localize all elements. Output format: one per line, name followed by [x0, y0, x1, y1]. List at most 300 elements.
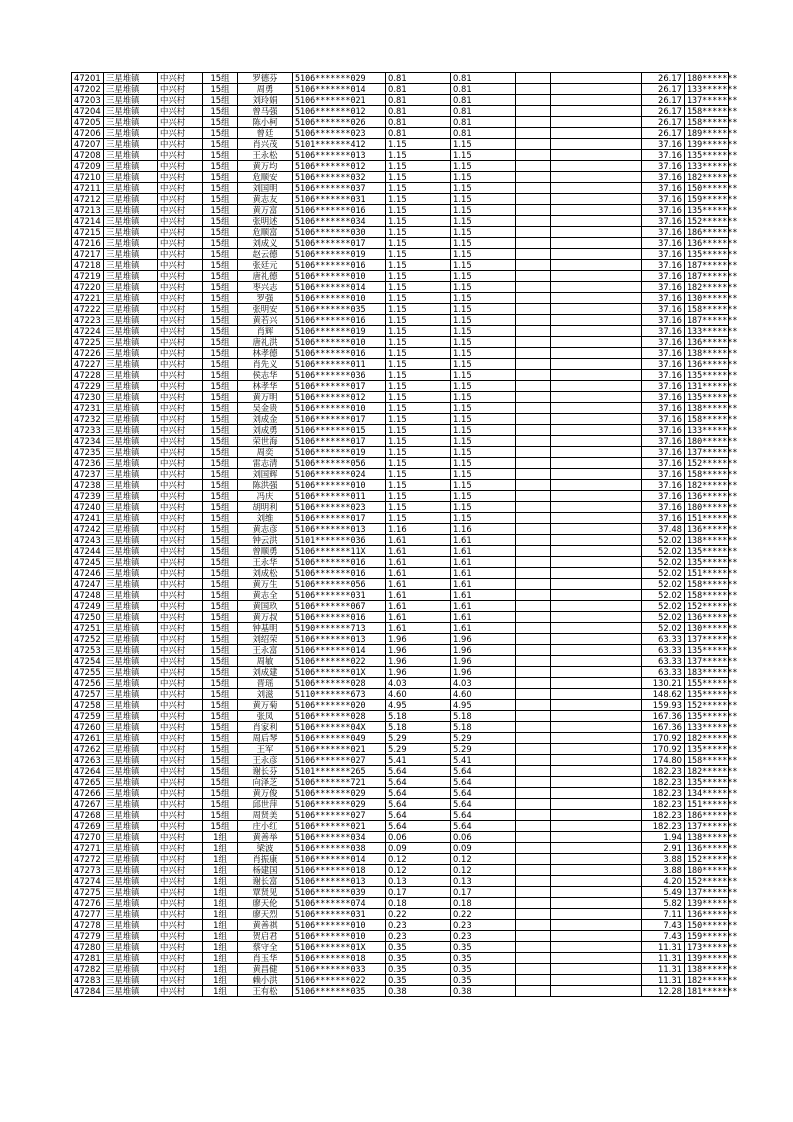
cell-empty-2: [551, 392, 642, 403]
cell-empty-2: [551, 601, 642, 612]
cell-name: 庄小红: [238, 821, 293, 832]
cell-id-number: 5106*******034: [293, 216, 386, 227]
cell-empty-2: [551, 128, 642, 139]
cell-area-2: 0.17: [451, 887, 516, 898]
cell-town: 三星堆镇: [104, 381, 158, 392]
cell-group: 15组: [203, 194, 238, 205]
cell-group: 15组: [203, 183, 238, 194]
cell-town: 三星堆镇: [104, 755, 158, 766]
cell-town: 三星堆镇: [104, 271, 158, 282]
cell-name: 廖天伦: [238, 898, 293, 909]
cell-town: 三星堆镇: [104, 656, 158, 667]
cell-area-2: 1.15: [451, 271, 516, 282]
cell-group: 15组: [203, 414, 238, 425]
cell-group: 15组: [203, 128, 238, 139]
cell-village: 中兴村: [158, 909, 203, 920]
cell-area-2: 1.15: [451, 293, 516, 304]
cell-record-id: 47244: [72, 546, 104, 557]
cell-record-id: 47284: [72, 986, 104, 997]
cell-area-2: 1.15: [451, 381, 516, 392]
cell-area-1: 5.64: [386, 777, 451, 788]
cell-record-id: 47202: [72, 84, 104, 95]
table-row: [72, 238, 729, 249]
cell-id-number: 5106*******017: [293, 238, 386, 249]
cell-group: 15组: [203, 689, 238, 700]
cell-area-2: 5.29: [451, 733, 516, 744]
cell-amount: 37.16: [642, 480, 685, 491]
cell-area-1: 0.81: [386, 73, 451, 84]
table-row: [72, 788, 729, 799]
cell-empty-2: [551, 645, 642, 656]
cell-area-1: 0.38: [386, 986, 451, 997]
cell-amount: 37.16: [642, 381, 685, 392]
cell-amount: 4.20: [642, 876, 685, 887]
cell-amount: 26.17: [642, 95, 685, 106]
cell-amount: 2.91: [642, 843, 685, 854]
cell-group: 1组: [203, 964, 238, 975]
cell-empty-2: [551, 678, 642, 689]
table-row: [72, 975, 729, 986]
cell-group: 1组: [203, 942, 238, 953]
cell-village: 中兴村: [158, 953, 203, 964]
cell-record-id: 47280: [72, 942, 104, 953]
cell-area-1: 0.23: [386, 920, 451, 931]
cell-village: 中兴村: [158, 678, 203, 689]
cell-town: 三星堆镇: [104, 843, 158, 854]
cell-record-id: 47220: [72, 282, 104, 293]
cell-empty-1: [516, 414, 551, 425]
cell-empty-1: [516, 876, 551, 887]
table-row: [72, 634, 729, 645]
cell-empty-2: [551, 854, 642, 865]
cell-record-id: 47201: [72, 73, 104, 84]
cell-amount: 52.02: [642, 579, 685, 590]
table-row: [72, 249, 729, 260]
cell-area-2: 0.09: [451, 843, 516, 854]
cell-area-2: 5.64: [451, 777, 516, 788]
cell-name: 蔡守全: [238, 942, 293, 953]
table-row: [72, 777, 729, 788]
cell-amount: 37.16: [642, 425, 685, 436]
cell-group: 15组: [203, 799, 238, 810]
cell-empty-2: [551, 788, 642, 799]
cell-amount: 37.16: [642, 293, 685, 304]
cell-group: 15组: [203, 425, 238, 436]
cell-empty-1: [516, 502, 551, 513]
cell-area-1: 1.15: [386, 392, 451, 403]
cell-area-1: 5.18: [386, 722, 451, 733]
cell-phone: 150*******: [685, 183, 729, 194]
cell-area-1: 0.81: [386, 128, 451, 139]
cell-empty-1: [516, 491, 551, 502]
cell-phone: 130*******: [685, 623, 729, 634]
cell-id-number: 5106*******016: [293, 348, 386, 359]
cell-empty-1: [516, 205, 551, 216]
table-row: [72, 381, 729, 392]
cell-town: 三星堆镇: [104, 535, 158, 546]
cell-group: 15组: [203, 227, 238, 238]
cell-empty-2: [551, 139, 642, 150]
table-row: [72, 370, 729, 381]
cell-empty-1: [516, 656, 551, 667]
cell-name: 刘成金: [238, 414, 293, 425]
cell-area-2: 0.12: [451, 865, 516, 876]
cell-group: 1组: [203, 854, 238, 865]
cell-village: 中兴村: [158, 282, 203, 293]
cell-village: 中兴村: [158, 128, 203, 139]
cell-record-id: 47204: [72, 106, 104, 117]
cell-phone: 182*******: [685, 733, 729, 744]
cell-id-number: 5106*******010: [293, 337, 386, 348]
cell-village: 中兴村: [158, 216, 203, 227]
cell-empty-1: [516, 260, 551, 271]
cell-name: 曾马强: [238, 106, 293, 117]
cell-phone: 152*******: [685, 601, 729, 612]
cell-town: 三星堆镇: [104, 337, 158, 348]
cell-empty-2: [551, 161, 642, 172]
cell-name: 杨建国: [238, 865, 293, 876]
table-row: [72, 183, 729, 194]
cell-village: 中兴村: [158, 172, 203, 183]
table-row: [72, 304, 729, 315]
cell-amount: 11.31: [642, 953, 685, 964]
cell-amount: 11.31: [642, 942, 685, 953]
cell-name: 周后琴: [238, 733, 293, 744]
cell-record-id: 47238: [72, 480, 104, 491]
cell-id-number: 5106*******012: [293, 161, 386, 172]
cell-empty-2: [551, 975, 642, 986]
cell-amount: 52.02: [642, 590, 685, 601]
cell-group: 15组: [203, 359, 238, 370]
cell-area-2: 1.96: [451, 634, 516, 645]
cell-phone: 152*******: [685, 216, 729, 227]
cell-record-id: 47259: [72, 711, 104, 722]
cell-name: 赵云德: [238, 249, 293, 260]
table-row: [72, 348, 729, 359]
cell-town: 三星堆镇: [104, 590, 158, 601]
cell-village: 中兴村: [158, 799, 203, 810]
cell-town: 三星堆镇: [104, 128, 158, 139]
cell-group: 15组: [203, 84, 238, 95]
table-row: [72, 216, 729, 227]
table-row: [72, 469, 729, 480]
table-row: [72, 711, 729, 722]
cell-empty-1: [516, 909, 551, 920]
cell-empty-1: [516, 700, 551, 711]
cell-area-2: 1.15: [451, 227, 516, 238]
cell-empty-2: [551, 381, 642, 392]
cell-name: 黄志全: [238, 590, 293, 601]
cell-phone: 158*******: [685, 590, 729, 601]
cell-village: 中兴村: [158, 975, 203, 986]
table-row: [72, 898, 729, 909]
cell-id-number: 5106*******021: [293, 821, 386, 832]
cell-phone: 186*******: [685, 810, 729, 821]
cell-town: 三星堆镇: [104, 249, 158, 260]
cell-empty-1: [516, 843, 551, 854]
cell-id-number: 5106*******031: [293, 194, 386, 205]
cell-id-number: 5106*******04X: [293, 722, 386, 733]
cell-group: 15组: [203, 744, 238, 755]
cell-village: 中兴村: [158, 392, 203, 403]
cell-amount: 52.02: [642, 568, 685, 579]
cell-village: 中兴村: [158, 414, 203, 425]
cell-empty-1: [516, 634, 551, 645]
cell-record-id: 47232: [72, 414, 104, 425]
cell-name: 王永松: [238, 150, 293, 161]
cell-id-number: 5106*******013: [293, 634, 386, 645]
table-row: [72, 271, 729, 282]
cell-record-id: 47254: [72, 656, 104, 667]
cell-record-id: 47225: [72, 337, 104, 348]
cell-village: 中兴村: [158, 964, 203, 975]
cell-area-2: 1.15: [451, 403, 516, 414]
cell-id-number: 5106*******011: [293, 359, 386, 370]
cell-area-2: 5.64: [451, 810, 516, 821]
cell-phone: 135*******: [685, 557, 729, 568]
cell-area-1: 1.15: [386, 194, 451, 205]
cell-empty-2: [551, 568, 642, 579]
cell-area-1: 1.15: [386, 425, 451, 436]
cell-area-1: 1.61: [386, 623, 451, 634]
cell-phone: 158*******: [685, 304, 729, 315]
cell-area-2: 0.23: [451, 920, 516, 931]
cell-town: 三星堆镇: [104, 711, 158, 722]
cell-name: 雷志清: [238, 458, 293, 469]
cell-empty-2: [551, 205, 642, 216]
cell-area-2: 1.15: [451, 425, 516, 436]
cell-id-number: 5101*******036: [293, 535, 386, 546]
cell-empty-2: [551, 821, 642, 832]
cell-area-2: 1.15: [451, 513, 516, 524]
cell-record-id: 47263: [72, 755, 104, 766]
cell-record-id: 47275: [72, 887, 104, 898]
cell-id-number: 5106*******036: [293, 370, 386, 381]
cell-amount: 26.17: [642, 117, 685, 128]
cell-id-number: 5106*******029: [293, 788, 386, 799]
cell-empty-2: [551, 535, 642, 546]
cell-town: 三星堆镇: [104, 414, 158, 425]
cell-area-1: 1.15: [386, 139, 451, 150]
cell-empty-1: [516, 128, 551, 139]
cell-name: 王永华: [238, 557, 293, 568]
cell-village: 中兴村: [158, 854, 203, 865]
cell-group: 15组: [203, 590, 238, 601]
cell-empty-1: [516, 315, 551, 326]
cell-name: 黄万均: [238, 161, 293, 172]
table-row: [72, 755, 729, 766]
cell-empty-1: [516, 425, 551, 436]
cell-id-number: 5106*******027: [293, 810, 386, 821]
cell-area-2: 0.81: [451, 117, 516, 128]
cell-empty-1: [516, 601, 551, 612]
cell-area-1: 1.15: [386, 359, 451, 370]
cell-phone: 138*******: [685, 535, 729, 546]
cell-area-1: 1.15: [386, 238, 451, 249]
cell-area-2: 5.64: [451, 821, 516, 832]
cell-id-number: 5106*******01X: [293, 942, 386, 953]
cell-phone: 137*******: [685, 447, 729, 458]
cell-village: 中兴村: [158, 513, 203, 524]
cell-area-2: 5.64: [451, 766, 516, 777]
table-row: [72, 546, 729, 557]
cell-id-number: 5106*******010: [293, 480, 386, 491]
cell-area-2: 0.06: [451, 832, 516, 843]
cell-area-2: 1.15: [451, 139, 516, 150]
cell-name: 刘玲娟: [238, 95, 293, 106]
cell-record-id: 47229: [72, 381, 104, 392]
cell-id-number: 5106*******035: [293, 304, 386, 315]
cell-name: 刘成建: [238, 667, 293, 678]
cell-village: 中兴村: [158, 370, 203, 381]
cell-name: 唐礼德: [238, 271, 293, 282]
cell-area-1: 0.09: [386, 843, 451, 854]
cell-name: 张明述: [238, 216, 293, 227]
cell-area-2: 1.61: [451, 590, 516, 601]
cell-record-id: 47267: [72, 799, 104, 810]
cell-id-number: 5106*******010: [293, 403, 386, 414]
cell-area-1: 0.06: [386, 832, 451, 843]
cell-id-number: 5106*******11X: [293, 546, 386, 557]
cell-empty-1: [516, 579, 551, 590]
cell-empty-1: [516, 304, 551, 315]
cell-id-number: 5106*******016: [293, 612, 386, 623]
table-row: [72, 854, 729, 865]
cell-empty-1: [516, 183, 551, 194]
cell-empty-1: [516, 370, 551, 381]
table-row: [72, 161, 729, 172]
cell-group: 15组: [203, 403, 238, 414]
cell-village: 中兴村: [158, 667, 203, 678]
cell-group: 15组: [203, 216, 238, 227]
cell-id-number: 5106*******721: [293, 777, 386, 788]
cell-empty-1: [516, 557, 551, 568]
cell-record-id: 47255: [72, 667, 104, 678]
cell-name: 张明安: [238, 304, 293, 315]
cell-group: 1组: [203, 909, 238, 920]
cell-amount: 1.94: [642, 832, 685, 843]
cell-village: 中兴村: [158, 590, 203, 601]
cell-record-id: 47215: [72, 227, 104, 238]
cell-area-1: 1.61: [386, 535, 451, 546]
cell-area-1: 0.35: [386, 953, 451, 964]
cell-village: 中兴村: [158, 898, 203, 909]
cell-amount: 52.02: [642, 623, 685, 634]
cell-empty-2: [551, 667, 642, 678]
cell-record-id: 47207: [72, 139, 104, 150]
cell-phone: 186*******: [685, 227, 729, 238]
cell-phone: 158*******: [685, 469, 729, 480]
cell-town: 三星堆镇: [104, 216, 158, 227]
table-row: [72, 227, 729, 238]
cell-area-1: 5.41: [386, 755, 451, 766]
cell-area-2: 0.35: [451, 964, 516, 975]
cell-empty-2: [551, 898, 642, 909]
cell-amount: 7.43: [642, 931, 685, 942]
cell-group: 1组: [203, 953, 238, 964]
table-row: [72, 678, 729, 689]
cell-record-id: 47272: [72, 854, 104, 865]
cell-phone: 133*******: [685, 326, 729, 337]
cell-group: 15组: [203, 788, 238, 799]
cell-area-1: 1.15: [386, 249, 451, 260]
cell-area-2: 1.15: [451, 249, 516, 260]
cell-empty-2: [551, 612, 642, 623]
cell-empty-2: [551, 557, 642, 568]
table-row: [72, 964, 729, 975]
cell-name: 张廷元: [238, 260, 293, 271]
table-row: [72, 150, 729, 161]
cell-id-number: 5106*******038: [293, 843, 386, 854]
table-row: [72, 810, 729, 821]
cell-group: 15组: [203, 766, 238, 777]
cell-area-1: 1.96: [386, 634, 451, 645]
cell-village: 中兴村: [158, 304, 203, 315]
cell-town: 三星堆镇: [104, 447, 158, 458]
cell-id-number: 5106*******018: [293, 865, 386, 876]
cell-record-id: 47245: [72, 557, 104, 568]
cell-town: 三星堆镇: [104, 491, 158, 502]
cell-village: 中兴村: [158, 887, 203, 898]
cell-town: 三星堆镇: [104, 931, 158, 942]
cell-area-1: 4.03: [386, 678, 451, 689]
cell-empty-1: [516, 293, 551, 304]
cell-group: 15组: [203, 293, 238, 304]
cell-name: 黄万富: [238, 205, 293, 216]
cell-name: 危顺安: [238, 172, 293, 183]
cell-area-1: 1.15: [386, 513, 451, 524]
cell-group: 15组: [203, 172, 238, 183]
cell-record-id: 47235: [72, 447, 104, 458]
cell-group: 15组: [203, 722, 238, 733]
cell-amount: 37.16: [642, 370, 685, 381]
cell-area-2: 0.13: [451, 876, 516, 887]
cell-group: 15组: [203, 612, 238, 623]
cell-phone: 135*******: [685, 150, 729, 161]
cell-record-id: 47246: [72, 568, 104, 579]
cell-name: 黄志彦: [238, 524, 293, 535]
cell-amount: 37.16: [642, 139, 685, 150]
cell-area-1: 1.61: [386, 601, 451, 612]
cell-town: 三星堆镇: [104, 139, 158, 150]
cell-village: 中兴村: [158, 557, 203, 568]
cell-town: 三星堆镇: [104, 392, 158, 403]
cell-id-number: 5106*******019: [293, 326, 386, 337]
table-row: [72, 359, 729, 370]
cell-area-2: 1.15: [451, 502, 516, 513]
cell-id-number: 5106*******015: [293, 425, 386, 436]
cell-village: 中兴村: [158, 777, 203, 788]
cell-amount: 37.16: [642, 469, 685, 480]
table-row: [72, 458, 729, 469]
cell-area-1: 4.95: [386, 700, 451, 711]
cell-town: 三星堆镇: [104, 326, 158, 337]
cell-record-id: 47268: [72, 810, 104, 821]
cell-amount: 37.16: [642, 238, 685, 249]
cell-id-number: 5106*******019: [293, 447, 386, 458]
cell-group: 15组: [203, 601, 238, 612]
cell-empty-1: [516, 898, 551, 909]
cell-empty-1: [516, 172, 551, 183]
cell-village: 中兴村: [158, 359, 203, 370]
cell-amount: 182.23: [642, 766, 685, 777]
table-row: [72, 590, 729, 601]
cell-amount: 52.02: [642, 601, 685, 612]
cell-village: 中兴村: [158, 315, 203, 326]
cell-empty-2: [551, 370, 642, 381]
cell-phone: 133*******: [685, 84, 729, 95]
cell-empty-1: [516, 887, 551, 898]
